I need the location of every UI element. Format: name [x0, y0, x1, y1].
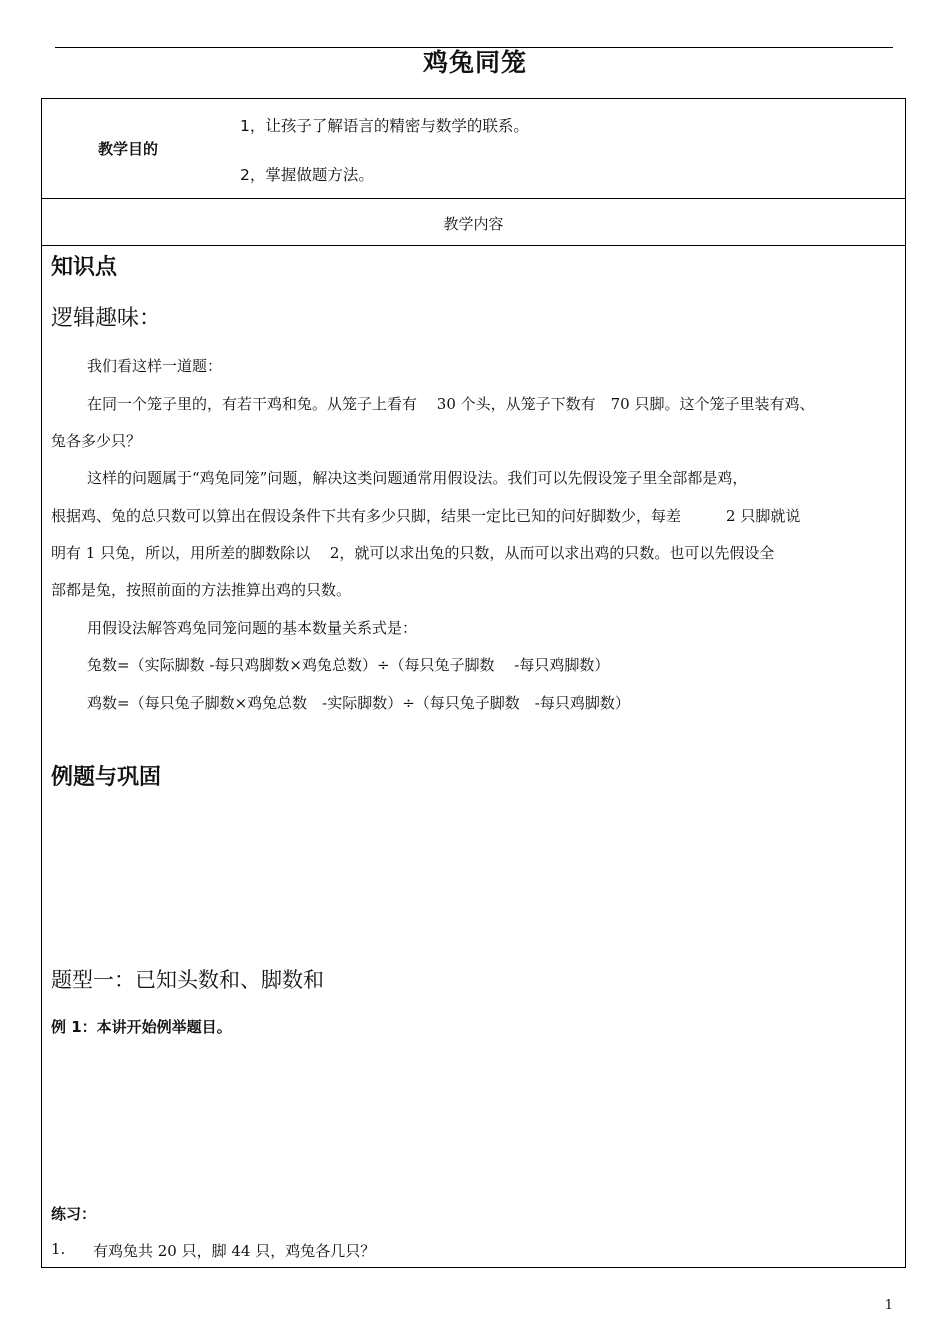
content-header: 教学内容: [443, 215, 504, 233]
practice-item-text: 有鸡兔共 20 只，脚 44 只，鸡兔各几只？: [93, 1242, 376, 1260]
formula-chicken: 鸡数=（每只兔子脚数×鸡兔总数 -实际脚数）÷（每只兔子脚数 -每只鸡脚数）: [87, 694, 630, 712]
knowledge-heading: 知识点: [51, 255, 118, 280]
table-divider-2: [41, 245, 906, 246]
page-number: 1: [884, 1298, 893, 1313]
paragraph-line: 这样的问题属于“鸡兔同笼”问题，解决这类问题通常用假设法。我们可以先假设笼子里全部都是鸡，: [87, 469, 748, 487]
practice-label: 练习：: [51, 1205, 97, 1223]
page-title: 鸡兔同笼: [422, 48, 527, 77]
examples-heading: 例题与巩固: [51, 765, 162, 790]
formula-rabbit: 兔数=（实际脚数 -每只鸡脚数×鸡兔总数）÷（每只兔子脚数 -每只鸡脚数）: [87, 656, 610, 674]
type1-heading: 题型一：已知头数和、脚数和: [51, 968, 324, 992]
table-divider-1: [41, 198, 906, 199]
paragraph-line: 兔各多少只？: [51, 432, 142, 450]
objective-item: 2，掌握做题方法。: [240, 166, 374, 184]
paragraph-line: 用假设法解答鸡兔同笼问题的基本数量关系式是：: [87, 619, 418, 637]
paragraph-line: 部都是兔，按照前面的方法推算出鸡的只数。: [51, 581, 352, 599]
knowledge-subheading: 逻辑趣味：: [51, 306, 162, 331]
objective-item: 1，让孩子了解语言的精密与数学的联系。: [240, 117, 529, 135]
example-1: 例 1：本讲开始例举题目。: [51, 1018, 232, 1036]
paragraph-line: 根据鸡、兔的总只数可以算出在假设条件下共有多少只脚，结果一定比已知的问好脚数少，每差 2 只脚就说: [51, 507, 801, 525]
objectives-label: 教学目的: [98, 140, 159, 158]
paragraph-line: 在同一个笼子里的，有若干鸡和兔。从笼子上看有 30 个头，从笼子下数有 70 只脚。这个笼子里装有鸡、: [87, 395, 815, 413]
lesson-table: [41, 98, 906, 1268]
practice-item-number: 1.: [51, 1240, 66, 1258]
paragraph-line: 我们看这样一道题：: [87, 357, 223, 375]
paragraph-line: 明有 1 只兔，所以，用所差的脚数除以 2，就可以求出兔的只数，从而可以求出鸡的只数。也可以先假设全: [51, 544, 775, 562]
